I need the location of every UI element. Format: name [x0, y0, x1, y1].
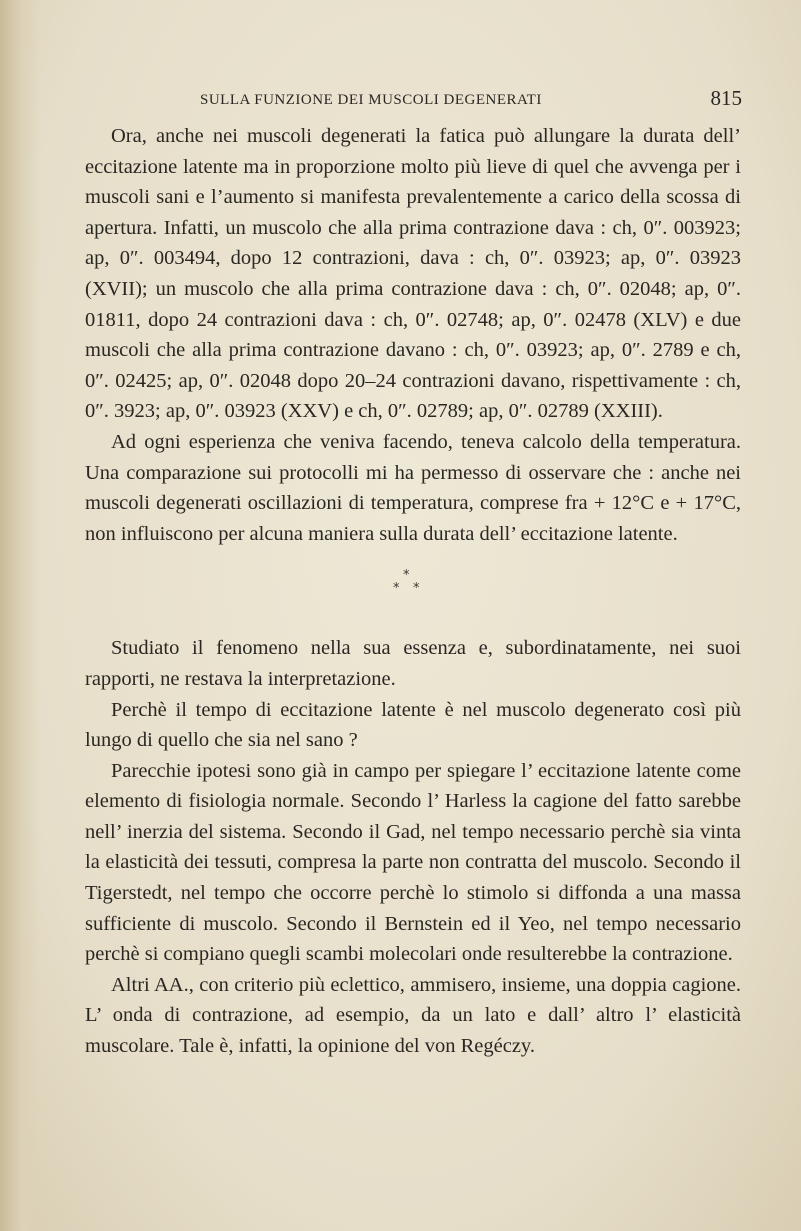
- asterism-star-left: *: [393, 581, 400, 597]
- asterism-star-right: *: [413, 581, 420, 597]
- page-body: [85, 121, 741, 1062]
- asterism-star-top: *: [403, 568, 410, 584]
- page-number: 815: [710, 86, 742, 110]
- page-edge-shadow: [0, 0, 40, 1231]
- paragraph-hypotheses: Parecchie ipotesi sono già in campo per spiegare l’ eccitazione latente come elemento di fisiologia normale. Secondo l’ Harless la cagione del fatto sarebbe nell’ inerzia del sistema. Secondo il Gad, nel tempo necessario perchè sia vinta la elasticità dei tessuti, compresa la parte non contratta del muscolo. Secondo il Tigerstedt, nel tempo che occorre perchè lo stimolo si diffonda a una massa sufficiente di muscolo. Secondo il Bernstein ed il Yeo, nel tempo necessario perchè si compiano quegli scambi molecolari onde resulterebbe la contrazione.: [85, 759, 741, 966]
- paragraph-question: Perchè il tempo di eccitazione latente è nel muscolo degenerato così più lungo di quello che sia nel sano ?: [85, 698, 741, 752]
- paragraph-fatigue: Ora, anche nei muscoli degenerati la fatica può allungare la durata dell’ eccitazione latente ma in proporzione molto più lieve di quel che avvenga per i muscoli sani e l’aumento si manifesta prevalentemente a carico della scossa di apertura. Infatti, un muscolo che alla prima contrazione dava : ch, 0″. 003923; ap, 0″. 003494, dopo 12 contrazioni, dava : ch, 0″. 03923; ap, 0″. 03923 (XVII); un muscolo che alla prima contrazione dava : ch, 0″. 02048; ap, 0″. 01811, dopo 24 contrazioni dava : ch, 0″. 02748; ap, 0″. 02478 (XLV) e due muscoli che alla prima contrazione davano : ch, 0″. 03923; ap, 0″. 2789 e ch, 0″. 02425; ap, 0″. 02048 dopo 20–24 contrazioni davano, rispettivamente : ch, 0″. 3923; ap, 0″. 03923 (XXV) e ch, 0″. 02789; ap, 0″. 02789 (XXIII).: [85, 125, 741, 423]
- paragraph-other-authors: Altri AA., con criterio più eclettico, ammisero, insieme, una doppia cagione. L’ onda di contrazione, ad esempio, da un lato e dall’ altro l’ elasticità muscolare. Tale è, infatti, la opinione del von Regéczy.: [85, 973, 741, 1058]
- running-head: SULLA FUNZIONE DEI MUSCOLI DEGENERATI: [200, 92, 542, 108]
- paragraph-temperature: Ad ogni esperienza che veniva facendo, teneva calcolo della temperatura. Una comparazione sui protocolli mi ha permesso di osservare che : anche nei muscoli degenerati oscillazioni di temperatura, comprese fra + 12°C e + 17°C, non influiscono per alcuna maniera sulla durata dell’ eccitazione latente.: [85, 430, 741, 545]
- page-header: [200, 86, 742, 116]
- section-separator: [85, 549, 741, 633]
- paragraph-phenomenon: Studiato il fenomeno nella sua essenza e, subordinatamente, nei suoi rapporti, ne restava la interpretazione.: [85, 637, 741, 690]
